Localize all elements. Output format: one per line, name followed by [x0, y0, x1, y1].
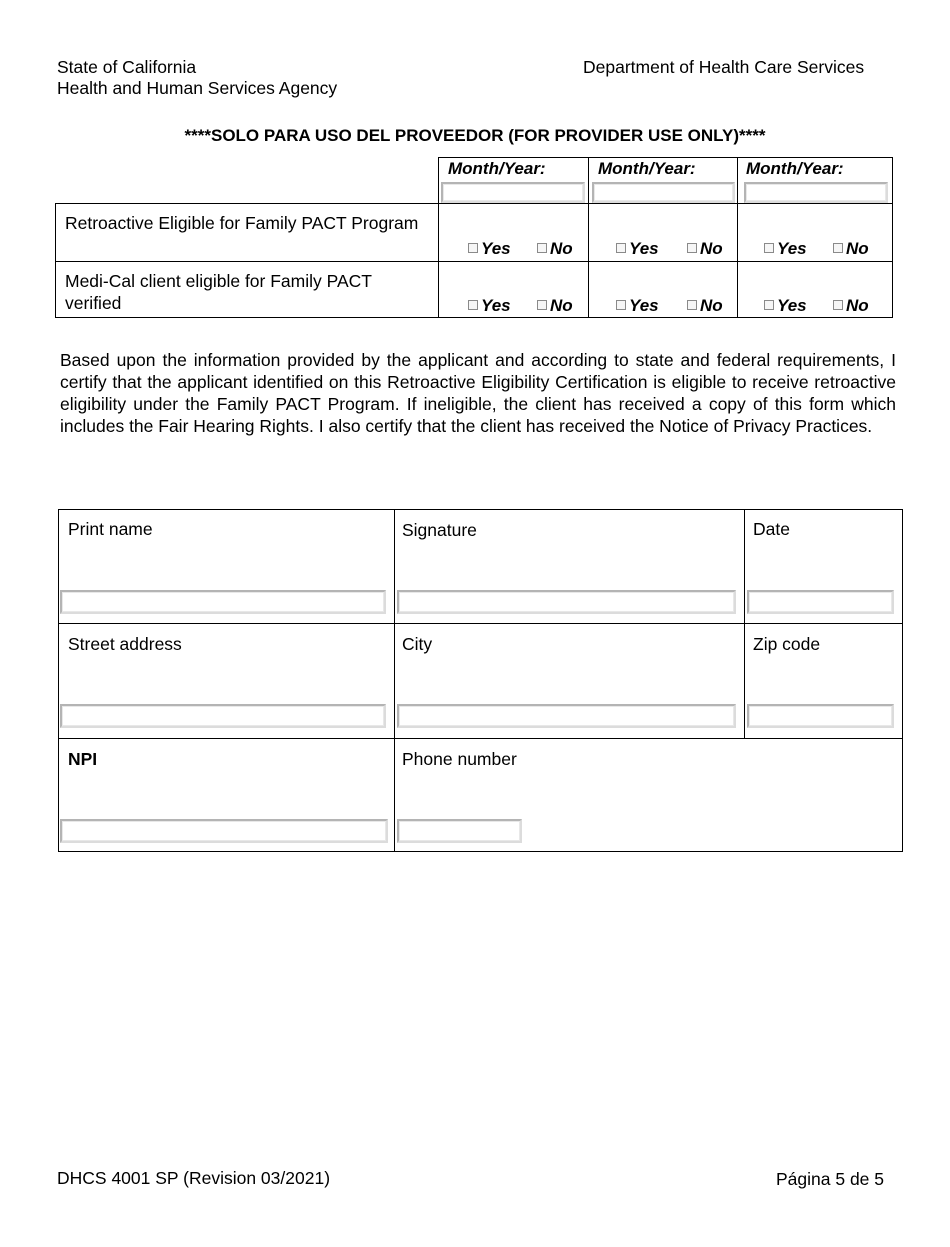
provider-eligibility-table [55, 157, 893, 318]
month-year-input-3[interactable] [744, 182, 888, 203]
month-year-header-1: Month/Year: [448, 159, 546, 178]
date-input[interactable] [747, 590, 894, 614]
checkbox-icon [764, 243, 774, 253]
yes-label: Yes [629, 239, 659, 258]
yes-checkbox[interactable] [616, 239, 659, 259]
state-of-california-label: State of California [57, 57, 197, 77]
month-year-input-2[interactable] [592, 182, 735, 203]
no-label: No [550, 296, 573, 315]
month-year-input-1[interactable] [441, 182, 585, 203]
checkbox-icon [687, 300, 697, 310]
checkbox-icon [537, 243, 547, 253]
no-checkbox[interactable] [833, 296, 869, 316]
date-label: Date [753, 519, 790, 539]
checkbox-icon [616, 300, 626, 310]
no-label: No [846, 296, 869, 315]
no-checkbox[interactable] [687, 239, 723, 259]
yes-checkbox[interactable] [616, 296, 659, 316]
month-year-header-3: Month/Year: [746, 159, 844, 178]
npi-input[interactable] [60, 819, 388, 843]
yes-label: Yes [481, 296, 511, 315]
phone-number-label: Phone number [402, 749, 517, 769]
checkbox-icon [616, 243, 626, 253]
checkbox-icon [687, 243, 697, 253]
department-label: Department of Health Care Services [583, 57, 865, 77]
npi-label: NPI [68, 749, 98, 769]
street-address-input[interactable] [60, 704, 386, 728]
form-revision-label: DHCS 4001 SP (Revision 03/2021) [57, 1168, 331, 1188]
city-label: City [402, 634, 433, 654]
signature-block [58, 509, 903, 852]
print-name-input[interactable] [60, 590, 386, 614]
yes-checkbox[interactable] [764, 239, 807, 259]
retroactive-eligible-label: Retroactive Eligible for Family PACT Program [65, 213, 419, 233]
agency-label: Health and Human Services Agency [57, 78, 338, 98]
yes-checkbox[interactable] [764, 296, 807, 316]
no-label: No [700, 296, 723, 315]
provider-use-only-title: ****SOLO PARA USO DEL PROVEEDOR (FOR PROVIDER USE ONLY)**** [184, 126, 766, 145]
checkbox-icon [764, 300, 774, 310]
yes-label: Yes [481, 239, 511, 258]
zip-code-input[interactable] [747, 704, 894, 728]
no-checkbox[interactable] [537, 239, 573, 259]
month-year-header-2: Month/Year: [598, 159, 696, 178]
checkbox-icon [537, 300, 547, 310]
street-address-label: Street address [68, 634, 182, 654]
yes-checkbox[interactable] [468, 296, 511, 316]
yes-label: Yes [629, 296, 659, 315]
yes-label: Yes [777, 239, 807, 258]
signature-label: Signature [402, 520, 477, 540]
signature-input[interactable] [397, 590, 736, 614]
no-checkbox[interactable] [687, 296, 723, 316]
checkbox-icon [468, 243, 478, 253]
city-input[interactable] [397, 704, 736, 728]
medi-cal-verified-label: Medi-Cal client eligible for Family PACT verified [65, 271, 372, 313]
no-label: No [700, 239, 723, 258]
no-checkbox[interactable] [833, 239, 869, 259]
checkbox-icon [468, 300, 478, 310]
phone-number-input[interactable] [397, 819, 522, 843]
no-label: No [550, 239, 573, 258]
no-label: No [846, 239, 869, 258]
checkbox-icon [833, 243, 843, 253]
page-number-label: Página 5 de 5 [776, 1169, 885, 1189]
certification-paragraph: Based upon the information provided by the applicant and according to state and federal requirements, I certify that the applicant identified on this Retroactive Eligibility Certification is eligible to receive retroactive eligibility under the Family PACT Program. If ineligible, the client has received a copy of this form which includes the Fair Hearing Rights. I also certify that the client has received the Notice of Privacy Practices. [60, 350, 896, 436]
yes-label: Yes [777, 296, 807, 315]
checkbox-icon [833, 300, 843, 310]
yes-checkbox[interactable] [468, 239, 511, 259]
print-name-label: Print name [68, 519, 153, 539]
no-checkbox[interactable] [537, 296, 573, 316]
zip-code-label: Zip code [753, 634, 821, 654]
